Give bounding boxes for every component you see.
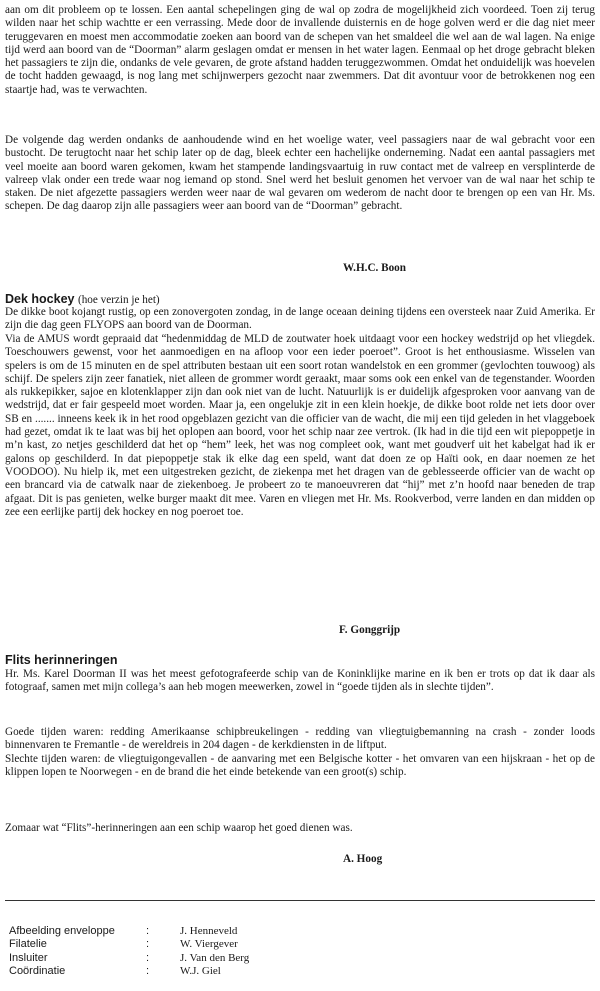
article1-paragraph2: De volgende dag werden ondanks de aanhoudende wind en het woelige water, veel passagiers naar de wal gebracht voor een bustocht. De terugtocht naar het schip later op de dag, bleek echter een hachelijke onderneming. Nadat een aantal passagiers met veel moeite aan boord waren gekomen, kwam het stampende landingsvaartuig in ruw contact met de valreep en versplinterde de valreep vlak onder een trede waar nog iemand op stond. Snel werd het besluit genomen het vervoer van de wal naar het schip te staken. De niet afgezette passagiers werden weer naar de wal gevaren om wederom de nacht door te brengen op een van Hr. Ms. schepen. De dag daarop zijn alle passagiers weer aan boord van de “Doorman” gebracht. <box>5 134 595 213</box>
article3-title: Flits herinneringen <box>5 653 118 667</box>
article2-signature: F. Gonggrijp <box>339 624 401 636</box>
credit-name: J. Van den Berg <box>180 951 250 964</box>
article2-title: Dek hockey <box>5 292 75 306</box>
credit-role: Afbeelding enveloppe <box>9 925 115 937</box>
credit-row <box>5 925 385 938</box>
credit-name: W.J. Giel <box>180 964 221 977</box>
credit-separator: : <box>146 951 150 964</box>
article3-paragraph2: Goede tijden waren: redding Amerikaanse schipbreukelingen - redding van vliegtuigbemanning na crash - zonder loods binnenvaren te Fremantle - de wereldreis in 204 dagen - de kerkdiensten in de liftput. <box>5 726 595 752</box>
credit-separator: : <box>146 925 150 937</box>
article2-subtitle: (hoe verzin je het) <box>77 294 160 306</box>
article2-paragraph2: Via de AMUS wordt gepraaid dat “hedenmiddag de MLD de zoutwater hoek uitdaagt voor een hockey wedstrijd op het vliegdek. Toeschouwers gewenst, voor het aanmoedigen en na afloop voor een ieder poeroet”. Groot is het enthousiasme. Wisselen van spelers is om de 15 minuten en de spel attributen bestaan uit een soort rotan wandelstok en een grommer (gevlochten touwoog) als schijf. De spelers zijn zeer fanatiek, niet alleen de grommer wordt geraakt, maar soms ook een enkel van de tegenstander. Woorden als rukkepikker, sajoe en klotenklapper zijn dan ook niet van de lucht. Natuurlijk is er duidelijk afgesproken voor aanvang van de wedstrijd, dat er fair gespeeld moet worden. Maar ja, een ongelukje zit in een klein hoekje, de dikke boot rolde net iets door over SB en ....... inneens keek ik in het rood opgeblazen gezicht van die officier van de wacht, die mij een tijd geleden in het vlaggeboek had gezet, omdat ik te laat was bij het oplopen aan boord, voor het schip naar zee vertrok. (Ik had in die tijd een wit piepoppetje in m’n kast, zo netjes geschilderd dat het op “hem” leek, het was nog compleet ook, want met goudverf uit het kabelgat had ik er galons op geschilderd. In dat piepoppetje stak ik elke dag een speld, want dat doen ze op Haïti ook, en daar noemen ze het VOODOO). Nu hielp ik, met een uitgestreken gezicht, de ziekenpa met het dragen van de geblesseerde officier van de wacht op een brancard via de catwalk naar de ziekenboeg. Je probeert zo te manoeuvreren dat “hij” met z’n hoofd naar beneden de trap afgaat. Dit is pas genieten, welke burger maakt dit mee. Varen en vliegen met Hr. Ms. Rookverbod, verre landen en dan midden op zee een eerlijke partij dek hockey en nog poeroet toe. <box>5 333 595 518</box>
credit-row <box>5 965 385 978</box>
article1-signature: W.H.C. Boon <box>343 262 406 274</box>
credit-name: J. Henneveld <box>180 925 238 937</box>
article2-paragraph1: De dikke boot kojangt rustig, op een zonovergoten zondag, in de lange oceaan deining tijdens een oversteek naar Zuid Amerika. Er zijn die dag geen FLYOPS aan boord van de Doorman. <box>5 306 595 332</box>
credit-name: W. Viergever <box>180 938 238 951</box>
credit-separator: : <box>146 938 150 951</box>
credits-list <box>5 925 385 978</box>
credit-role: Filatelie <box>9 938 47 951</box>
article3-paragraph3: Slechte tijden waren: de vliegtuigongevallen - de aanvaring met een Belgische kotter - het omvaren van een hijskraan - het op de klippen lopen te Noorwegen - en de brand die het einde betekende van een groot(s) schip. <box>5 753 595 779</box>
article3-signature: A. Hoog <box>343 853 383 865</box>
credit-role: Coördinatie <box>9 964 66 977</box>
credit-separator: : <box>146 964 150 977</box>
credit-row <box>5 952 385 965</box>
article3-paragraph1: Hr. Ms. Karel Doorman II was het meest gefotografeerde schip van de Koninklijke marine en ik ben er trots op dat ik daar als fotograaf, samen met mijn collega’s aan heb mogen meewerken, zowel in “goede tijden als in slechte tijden”. <box>5 668 595 694</box>
article3-paragraph4: Zomaar wat “Flits”-herinneringen aan een schip waarop het goed dienen was. <box>5 822 353 834</box>
article1-paragraph1: aan om dit probleem op te lossen. Een aantal schepelingen ging de wal op zodra de mogelijkheid zich voordeed. Toen zij terug wilden naar het schip wachtte er een verrassing. Mede door de invallende duisternis en de hoge golven werd er die dag niet meer teruggevaren en moest men accommodatie zoeken aan boord van de schepen van het smaldeel die wel aan de wal lagen. Na enige tijd werd aan boord van de “Doorman” alarm geslagen omdat er mensen in het water lagen. Eenmaal op het droge gebracht bleken het passagiers te zijn die, ondanks de vele gevaren, de grote afstand hadden teruggezwommen. Omdat het onduidelijk was hoevelen de tocht hadden gewaagd, is nog lang met schijnwerpers gezocht naar zwemmers. Dat dit avontuur voor de betrokkenen nog een staartje had, was te verwachten. <box>5 4 595 96</box>
article2-heading <box>5 292 160 306</box>
section-divider <box>5 900 595 901</box>
credit-role: Insluiter <box>9 951 48 964</box>
credit-row <box>5 938 385 951</box>
